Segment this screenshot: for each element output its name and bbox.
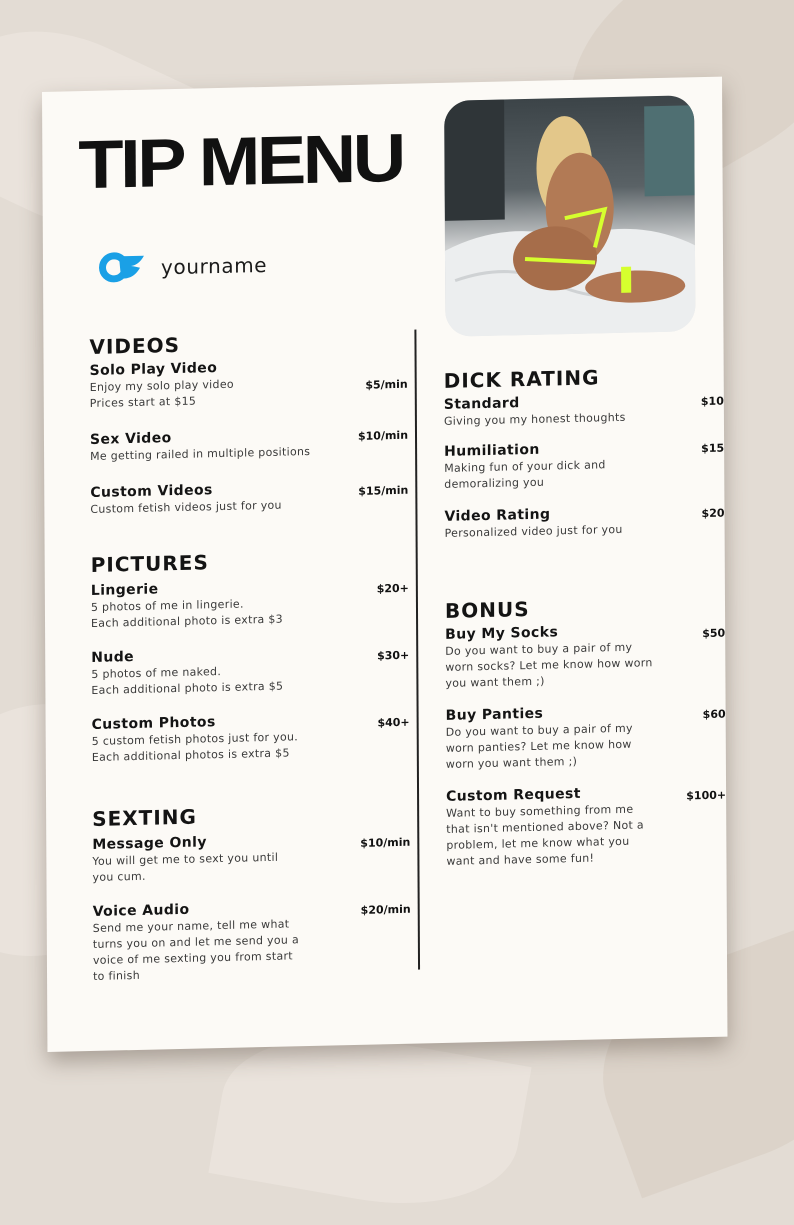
model-photo <box>444 95 695 337</box>
item-desc: Enjoy my solo play video Prices start at $15 <box>89 377 234 410</box>
page-title: TIP MENU <box>78 119 403 203</box>
item-price: $100+ <box>686 788 727 803</box>
item-name: Voice Audio <box>92 901 190 920</box>
item-name: Nude <box>91 648 135 666</box>
menu-item <box>92 830 410 886</box>
menu-item <box>445 621 725 692</box>
username: yourname <box>160 252 268 280</box>
item-name: Standard <box>443 395 520 413</box>
menu-item <box>91 643 409 699</box>
item-name: Custom Photos <box>91 714 216 733</box>
menu-item <box>90 356 408 412</box>
menu-item <box>444 438 724 493</box>
section-title: BONUS <box>444 596 530 623</box>
item-name: Solo Play Video <box>89 360 218 379</box>
item-name: Custom Request <box>446 785 581 805</box>
brand <box>99 247 267 287</box>
item-price: $10/min <box>357 428 409 443</box>
section-title: SEXTING <box>92 804 197 831</box>
item-desc: You will get me to sext you until you cum. <box>92 850 279 884</box>
menu-item <box>92 710 410 766</box>
item-price: $15/min <box>358 483 409 498</box>
item-desc: Do you want to buy a pair of my worn panties? Let me know how worn you want them ;) <box>445 721 633 771</box>
menu-item <box>446 702 726 773</box>
onlyfans-logo-icon <box>99 250 145 287</box>
item-desc: 5 photos of me in lingerie. Each additional photo is extra $3 <box>90 597 283 630</box>
item-name: Humiliation <box>444 441 540 460</box>
section-sexting <box>92 800 411 985</box>
section-videos <box>89 328 408 545</box>
menu-item <box>91 576 409 632</box>
menu-item <box>444 503 724 542</box>
item-price: $50 <box>702 626 726 641</box>
item-price: $10 <box>700 394 724 409</box>
section-dick-rating <box>444 363 725 595</box>
item-desc: Custom fetish videos just for you <box>90 498 282 516</box>
menu-item <box>446 783 726 870</box>
menu-item <box>444 391 724 430</box>
item-price: $5/min <box>365 377 408 392</box>
right-column <box>444 363 727 870</box>
item-price: $20 <box>701 506 725 521</box>
item-name: Sex Video <box>89 430 172 448</box>
item-desc: Giving you my honest thoughts <box>443 410 626 428</box>
item-price: $60 <box>702 707 726 722</box>
item-price: $10/min <box>360 835 411 850</box>
item-desc: Me getting railed in multiple positions <box>90 444 311 463</box>
menu-item <box>90 478 408 518</box>
item-name: Lingerie <box>90 581 159 599</box>
item-name: Video Rating <box>444 506 551 525</box>
section-bonus <box>445 593 727 870</box>
item-price: $20+ <box>376 581 409 596</box>
item-price: $20/min <box>360 902 411 917</box>
section-title: PICTURES <box>90 550 209 577</box>
item-price: $40+ <box>377 715 410 730</box>
item-desc: 5 photos of me naked. Each additional photo is extra $5 <box>91 665 284 697</box>
menu-item <box>93 897 411 985</box>
item-name: Custom Videos <box>90 482 213 501</box>
item-desc: 5 custom fetish photos just for you. Each additional photos is extra $5 <box>91 730 299 764</box>
menu-item <box>90 425 408 465</box>
item-name: Message Only <box>92 834 207 853</box>
tip-menu-page <box>42 77 727 1052</box>
item-desc: Want to buy something from me that isn't mentioned above? Not a problem, let me know what you want and have some fun! <box>446 802 644 868</box>
item-desc: Send me your name, tell me what turns you on and let me send you a voice of me sexting you from start to finish <box>92 917 300 983</box>
item-name: Buy Panties <box>445 705 544 724</box>
left-column <box>89 328 411 985</box>
section-title: DICK RATING <box>443 365 600 393</box>
item-desc: Personalized video just for you <box>444 522 623 540</box>
item-name: Buy My Socks <box>445 624 559 643</box>
item-price: $30+ <box>377 648 410 663</box>
item-desc: Making fun of your dick and demoralizing you <box>444 458 606 491</box>
column-divider <box>414 330 420 970</box>
item-price: $15 <box>701 441 725 456</box>
section-pictures <box>91 546 410 803</box>
item-desc: Do you want to buy a pair of my worn socks? Let me know how worn you want them ;) <box>445 640 653 690</box>
section-title: VIDEOS <box>89 332 181 359</box>
